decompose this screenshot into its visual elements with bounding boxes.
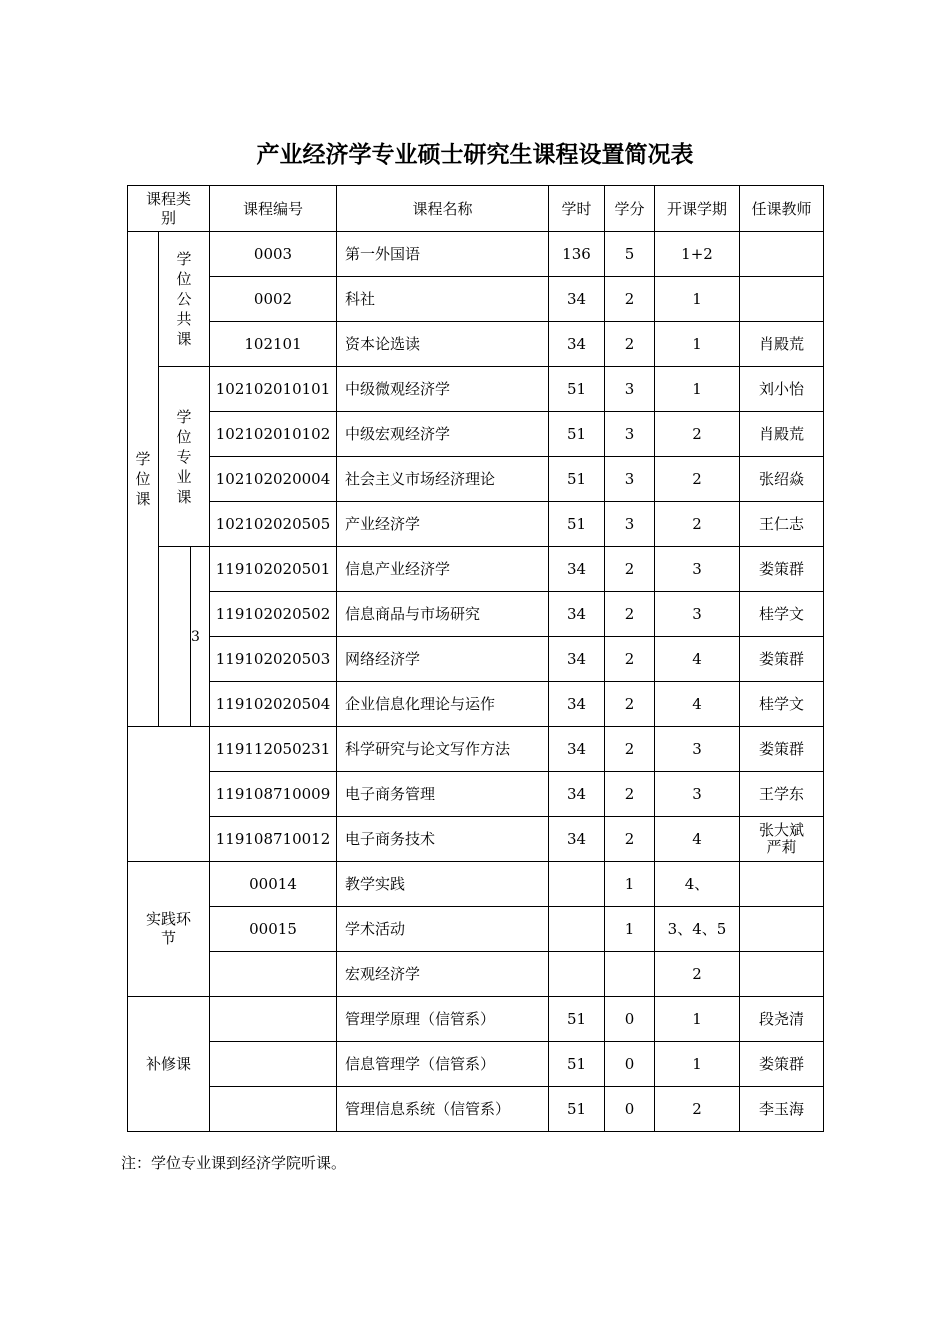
course-hours: 34 — [549, 547, 605, 592]
course-code: 0003 — [210, 232, 337, 277]
course-semester: 1 — [655, 277, 740, 322]
table-row — [128, 457, 824, 502]
table-row — [128, 502, 824, 547]
course-code: 102102010102 — [210, 412, 337, 457]
course-teacher: 肖殿荒 — [740, 322, 824, 367]
course-teacher: 娄策群 — [740, 547, 824, 592]
course-hours: 136 — [549, 232, 605, 277]
course-hours: 51 — [549, 457, 605, 502]
course-code — [210, 997, 337, 1042]
course-code: 102102020505 — [210, 502, 337, 547]
table-row — [128, 997, 824, 1042]
table-row — [128, 547, 824, 592]
course-credits: 3 — [605, 502, 655, 547]
course-teacher: 桂学文 — [740, 682, 824, 727]
course-credits: 3 — [605, 457, 655, 502]
course-name: 社会主义市场经济理论 — [337, 457, 549, 502]
course-credits: 2 — [605, 772, 655, 817]
course-semester: 2 — [655, 412, 740, 457]
header-hours: 学时 — [549, 186, 605, 232]
table-row — [128, 817, 824, 862]
course-teacher — [740, 952, 824, 997]
elective-mark: 3 — [191, 547, 210, 727]
course-teacher: 王仁志 — [740, 502, 824, 547]
table-row — [128, 367, 824, 412]
course-credits: 1 — [605, 907, 655, 952]
course-hours: 34 — [549, 277, 605, 322]
course-hours — [549, 907, 605, 952]
course-code: 102101 — [210, 322, 337, 367]
table-row — [128, 637, 824, 682]
table-row — [128, 277, 824, 322]
table-row — [128, 727, 824, 772]
course-credits: 5 — [605, 232, 655, 277]
course-hours: 51 — [549, 502, 605, 547]
course-code: 119102020501 — [210, 547, 337, 592]
category-makeup: 补修课 — [128, 997, 210, 1132]
course-teacher: 娄策群 — [740, 727, 824, 772]
course-semester: 1 — [655, 997, 740, 1042]
table-row — [128, 232, 824, 277]
course-teacher — [740, 277, 824, 322]
course-code: 102102020004 — [210, 457, 337, 502]
course-semester: 4 — [655, 637, 740, 682]
course-code: 119112050231 — [210, 727, 337, 772]
course-name: 教学实践 — [337, 862, 549, 907]
course-teacher: 张绍焱 — [740, 457, 824, 502]
course-name: 中级宏观经济学 — [337, 412, 549, 457]
course-semester: 4 — [655, 817, 740, 862]
course-code: 119102020504 — [210, 682, 337, 727]
course-name: 信息管理学（信管系） — [337, 1042, 549, 1087]
course-teacher: 张大斌 严莉 — [740, 817, 824, 862]
course-hours: 51 — [549, 412, 605, 457]
course-code: 102102010101 — [210, 367, 337, 412]
table-row — [128, 1087, 824, 1132]
course-credits — [605, 952, 655, 997]
course-code — [210, 952, 337, 997]
course-hours: 51 — [549, 367, 605, 412]
course-code: 00015 — [210, 907, 337, 952]
category-degree: 学位课 — [128, 232, 159, 727]
header-category: 课程类别 — [128, 186, 210, 232]
course-teacher: 娄策群 — [740, 637, 824, 682]
course-teacher: 李玉海 — [740, 1087, 824, 1132]
course-name: 企业信息化理论与运作 — [337, 682, 549, 727]
course-hours: 34 — [549, 322, 605, 367]
course-hours: 34 — [549, 592, 605, 637]
course-name: 中级微观经济学 — [337, 367, 549, 412]
course-semester: 2 — [655, 457, 740, 502]
course-semester: 1 — [655, 1042, 740, 1087]
header-code: 课程编号 — [210, 186, 337, 232]
course-semester: 4 — [655, 682, 740, 727]
course-teacher — [740, 862, 824, 907]
course-name: 学术活动 — [337, 907, 549, 952]
course-credits: 2 — [605, 727, 655, 772]
course-hours: 34 — [549, 772, 605, 817]
course-teacher: 段尧清 — [740, 997, 824, 1042]
course-hours: 51 — [549, 1042, 605, 1087]
course-name: 网络经济学 — [337, 637, 549, 682]
course-credits: 2 — [605, 592, 655, 637]
course-teacher — [740, 907, 824, 952]
course-hours — [549, 862, 605, 907]
course-teacher: 娄策群 — [740, 1042, 824, 1087]
course-hours: 51 — [549, 997, 605, 1042]
page-title: 产业经济学专业硕士研究生课程设置简况表 — [256, 142, 694, 168]
course-name: 电子商务管理 — [337, 772, 549, 817]
course-name: 宏观经济学 — [337, 952, 549, 997]
course-credits: 0 — [605, 1042, 655, 1087]
table-row — [128, 682, 824, 727]
course-credits: 2 — [605, 322, 655, 367]
table-row — [128, 862, 824, 907]
course-semester: 3、4、5 — [655, 907, 740, 952]
course-semester: 2 — [655, 502, 740, 547]
category-public: 学位公共课 — [159, 232, 210, 367]
course-teacher: 王学东 — [740, 772, 824, 817]
course-semester: 1 — [655, 322, 740, 367]
course-teacher: 桂学文 — [740, 592, 824, 637]
course-credits: 2 — [605, 637, 655, 682]
table-row — [128, 322, 824, 367]
course-credits: 2 — [605, 682, 655, 727]
course-credits: 2 — [605, 817, 655, 862]
course-semester: 3 — [655, 727, 740, 772]
header-name: 课程名称 — [337, 186, 549, 232]
table-row — [128, 907, 824, 952]
course-name: 电子商务技术 — [337, 817, 549, 862]
course-code: 119102020503 — [210, 637, 337, 682]
course-semester: 2 — [655, 1087, 740, 1132]
table-row — [128, 952, 824, 997]
course-name: 第一外国语 — [337, 232, 549, 277]
course-code: 119108710009 — [210, 772, 337, 817]
course-code: 0002 — [210, 277, 337, 322]
course-hours: 34 — [549, 682, 605, 727]
course-hours: 34 — [549, 817, 605, 862]
table-row — [128, 772, 824, 817]
course-name: 产业经济学 — [337, 502, 549, 547]
course-semester: 3 — [655, 547, 740, 592]
header-row — [128, 186, 824, 232]
course-code: 00014 — [210, 862, 337, 907]
course-credits: 2 — [605, 277, 655, 322]
course-semester: 1+2 — [655, 232, 740, 277]
course-hours: 34 — [549, 637, 605, 682]
course-semester: 3 — [655, 592, 740, 637]
header-credits: 学分 — [605, 186, 655, 232]
course-teacher — [740, 232, 824, 277]
course-name: 管理信息系统（信管系） — [337, 1087, 549, 1132]
table-row — [128, 412, 824, 457]
course-semester: 2 — [655, 952, 740, 997]
course-credits: 3 — [605, 412, 655, 457]
category-major: 学位专业课 — [159, 367, 210, 547]
course-semester: 1 — [655, 367, 740, 412]
course-credits: 1 — [605, 862, 655, 907]
category-practice: 实践环节 — [128, 862, 210, 997]
course-name: 资本论选读 — [337, 322, 549, 367]
course-name: 科学研究与论文写作方法 — [337, 727, 549, 772]
course-name: 管理学原理（信管系） — [337, 997, 549, 1042]
header-semester: 开课学期 — [655, 186, 740, 232]
course-code: 119108710012 — [210, 817, 337, 862]
course-credits: 0 — [605, 1087, 655, 1132]
table-row — [128, 1042, 824, 1087]
footnote: 注：学位专业课到经济学院听课。 — [121, 1154, 347, 1172]
course-name: 信息产业经济学 — [337, 547, 549, 592]
table-row — [128, 592, 824, 637]
course-semester: 3 — [655, 772, 740, 817]
course-credits: 2 — [605, 547, 655, 592]
course-table — [127, 185, 824, 1132]
course-name: 信息商品与市场研究 — [337, 592, 549, 637]
course-hours: 34 — [549, 727, 605, 772]
course-semester: 4、 — [655, 862, 740, 907]
course-credits: 3 — [605, 367, 655, 412]
course-teacher: 肖殿荒 — [740, 412, 824, 457]
course-hours: 51 — [549, 1087, 605, 1132]
course-credits: 0 — [605, 997, 655, 1042]
category-empty-cell — [128, 727, 210, 862]
course-code: 119102020502 — [210, 592, 337, 637]
header-teacher: 任课教师 — [740, 186, 824, 232]
course-hours — [549, 952, 605, 997]
course-name: 科社 — [337, 277, 549, 322]
course-code — [210, 1087, 337, 1132]
course-teacher: 刘小怡 — [740, 367, 824, 412]
course-code — [210, 1042, 337, 1087]
category-empty-cell — [159, 547, 191, 727]
